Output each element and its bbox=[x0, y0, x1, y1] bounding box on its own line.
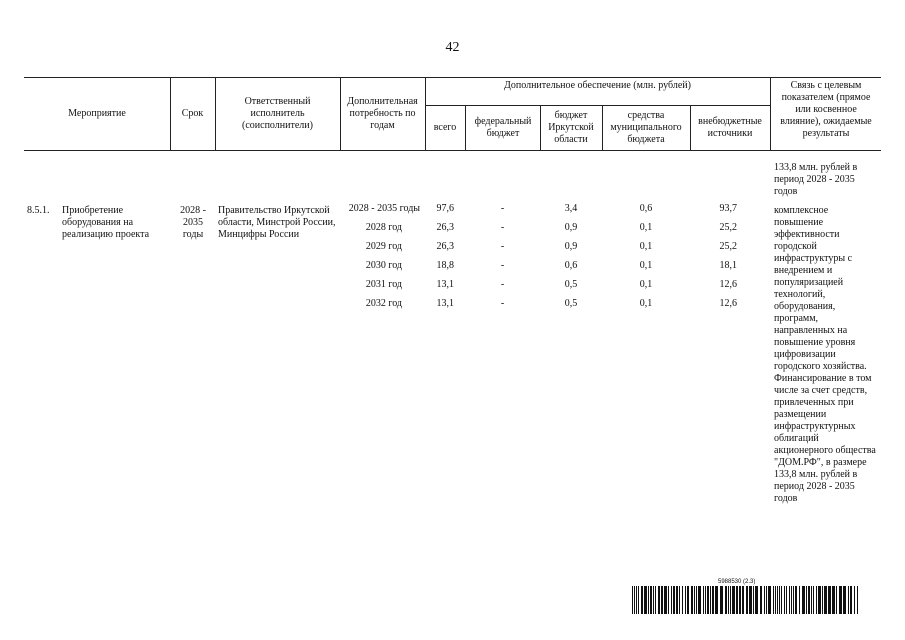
year-regional: 0,9 bbox=[564, 241, 578, 252]
header-regional: бюджет Иркутской области bbox=[548, 110, 594, 145]
header-federal: федеральный бюджет bbox=[474, 116, 532, 139]
year-period: 2032 год bbox=[365, 298, 402, 309]
year-period: 2030 год bbox=[365, 260, 402, 271]
carry-over-text: 133,8 млн. рублей в период 2028 - 2035 годов bbox=[774, 162, 858, 197]
row-term: 2028 - 2035 годы bbox=[180, 205, 206, 240]
year-extra: 12,6 bbox=[719, 298, 737, 309]
header-need: Дополнительная потребность по годам bbox=[347, 96, 418, 131]
year-federal: - bbox=[500, 279, 505, 290]
year-federal: - bbox=[500, 222, 505, 233]
year-extra: 25,2 bbox=[719, 222, 737, 233]
year-municipal: 0,1 bbox=[639, 260, 653, 271]
year-total: 97,6 bbox=[436, 203, 454, 214]
year-total: 26,3 bbox=[436, 222, 454, 233]
header-extrabudget: внебюджетные источники bbox=[698, 116, 762, 139]
header-municipal: средства муниципального бюджета bbox=[610, 110, 682, 145]
year-regional: 0,6 bbox=[564, 260, 578, 271]
header-term: Срок bbox=[181, 108, 204, 119]
year-total: 26,3 bbox=[436, 241, 454, 252]
year-regional: 0,5 bbox=[564, 279, 578, 290]
year-total: 13,1 bbox=[436, 298, 454, 309]
year-period: 2028 год bbox=[365, 222, 402, 233]
year-regional: 3,4 bbox=[564, 203, 578, 214]
year-extra: 93,7 bbox=[719, 203, 737, 214]
row-responsible: Правительство Иркутской области, Минстрой России, Минцифры России bbox=[218, 205, 336, 240]
year-municipal: 0,1 bbox=[639, 222, 653, 233]
year-federal: - bbox=[500, 298, 505, 309]
header-link: Связь с целевым показателем (прямое или косвенное влияние), ожидаемые результаты bbox=[780, 80, 872, 139]
year-federal: - bbox=[500, 241, 505, 252]
row-event: Приобретение оборудования на реализацию проекта bbox=[62, 205, 150, 240]
year-federal: - bbox=[500, 203, 505, 214]
barcode-label: 5988530 (2.3) bbox=[718, 579, 756, 585]
year-extra: 18,1 bbox=[719, 260, 737, 271]
row-number: 8.5.1. bbox=[27, 205, 50, 216]
year-period: 2031 год bbox=[365, 279, 402, 290]
year-municipal: 0,1 bbox=[639, 279, 653, 290]
row-result: комплексное повышение эффективности городской инфраструктуры с внедрением и популяризацией технологий, оборудования, программ, направленных на повышение уровня цифровизации городского хозяйства. Финансирование в том числе за счет средств, привлеченных при размещении инфраструктурных облигаций акционерного общества "ДОМ.РФ", в размере 133,8 млн. рублей в период 2028 - 2035 годов bbox=[774, 205, 876, 504]
year-extra: 12,6 bbox=[719, 279, 737, 290]
year-total: 13,1 bbox=[436, 279, 454, 290]
year-total: 18,8 bbox=[436, 260, 454, 271]
header-funding-group: Дополнительное обеспечение (млн. рублей) bbox=[504, 80, 691, 91]
year-municipal: 0,1 bbox=[639, 241, 653, 252]
year-period: 2029 год bbox=[365, 241, 402, 252]
barcode-image bbox=[632, 586, 858, 614]
year-federal: - bbox=[500, 260, 505, 271]
header-responsible: Ответственный исполнитель (соисполнители) bbox=[242, 96, 313, 131]
header-total: всего bbox=[433, 122, 457, 133]
year-period: 2028 - 2035 годы bbox=[348, 203, 420, 214]
year-municipal: 0,1 bbox=[639, 298, 653, 309]
year-regional: 0,5 bbox=[564, 298, 578, 309]
year-municipal: 0,6 bbox=[639, 203, 653, 214]
header-event: Мероприятие bbox=[68, 108, 126, 119]
year-regional: 0,9 bbox=[564, 222, 578, 233]
year-extra: 25,2 bbox=[719, 241, 737, 252]
page-number: 42 bbox=[445, 40, 460, 55]
